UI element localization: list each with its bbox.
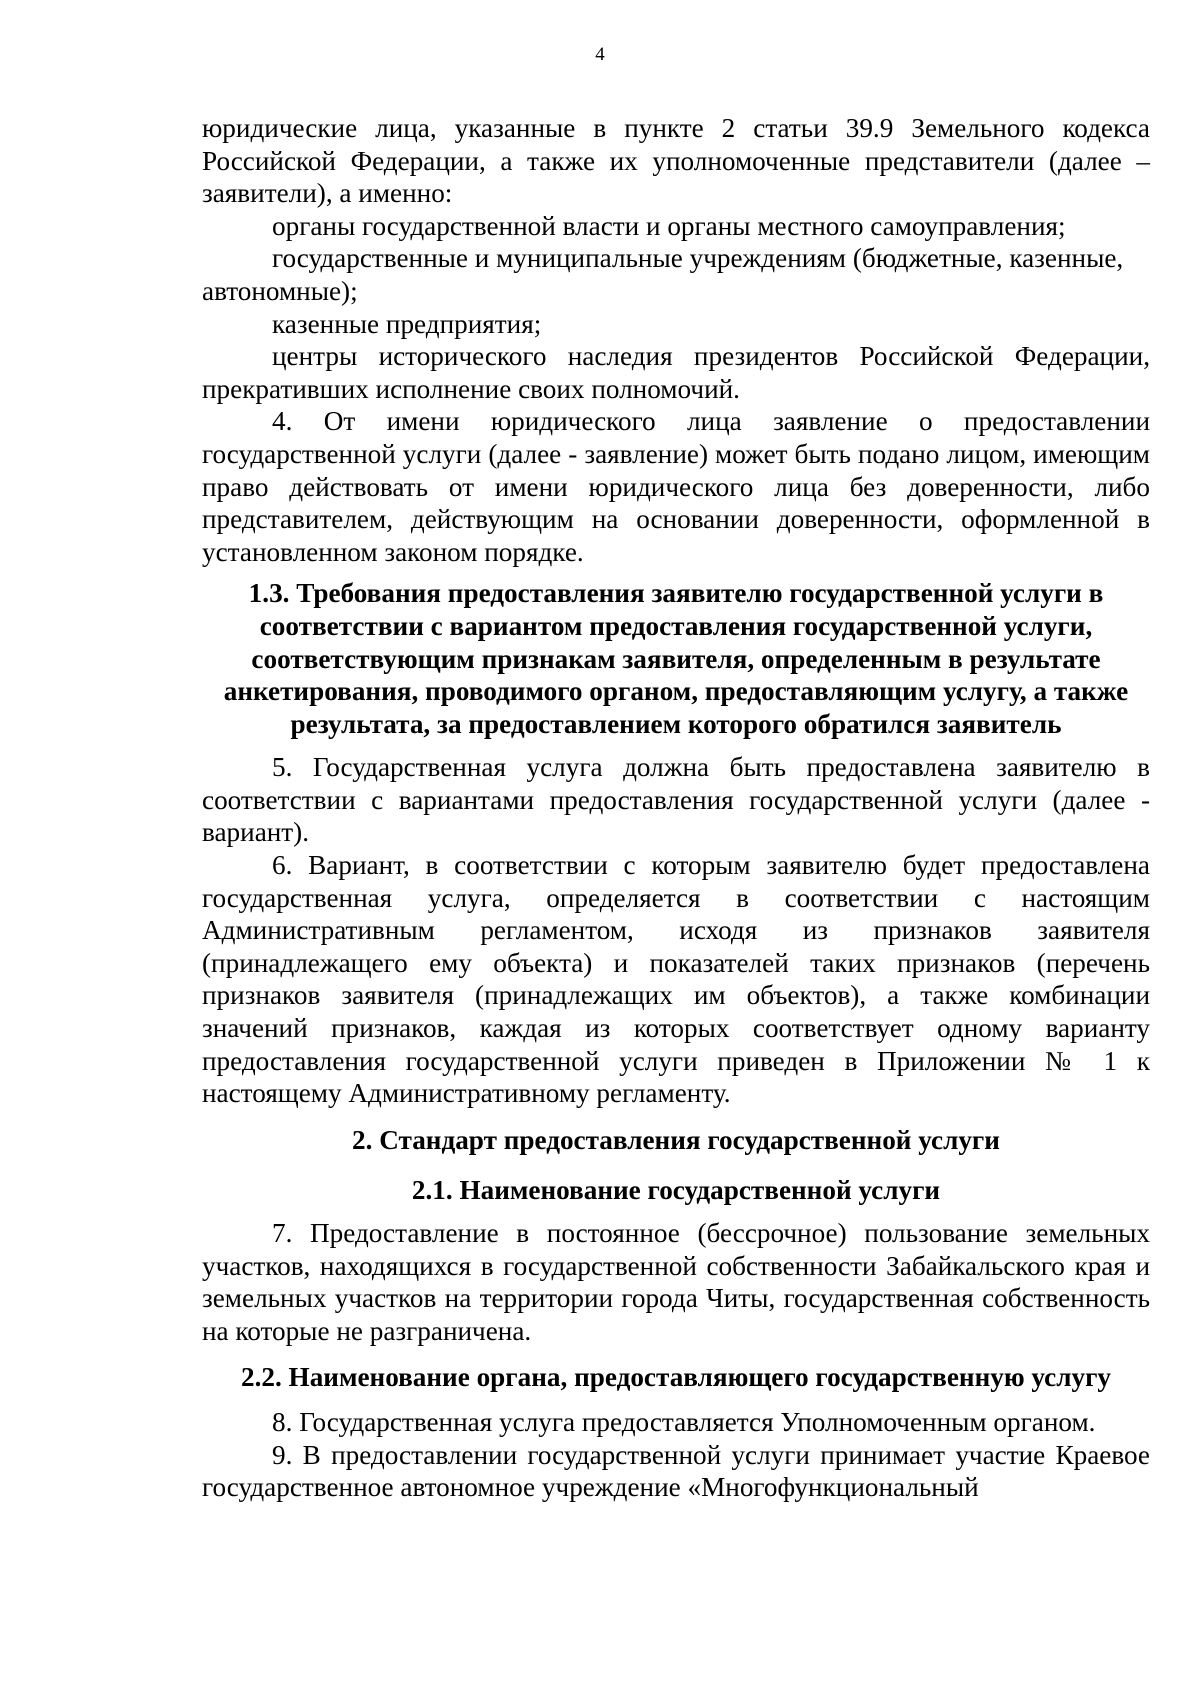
section-2-2-body bbox=[202, 1406, 1150, 1504]
page-number: 4 bbox=[595, 44, 605, 65]
paragraph: 5. Государственная услуга должна быть предоставлена заявителю в соответствии с вариантами предоставления государственной услуги (далее - вариант). bbox=[202, 752, 1150, 848]
paragraph: 4. От имени юридического лица заявление о предоставлении государственной услуги (далее - заявление) может быть подано лицом, имеющим право действовать от имени юридического лица без доверенности, либо представителем, действующим на основании доверенности, оформленной в установленном законом порядке. bbox=[202, 406, 1150, 567]
paragraph: 7. Предоставление в постоянное (бессрочное) пользование земельных участков, находящихся в государственной собственности Забайкальского края и земельных участков на территории города Читы, государственная собственность на которые не разграничена. bbox=[202, 1218, 1150, 1346]
paragraph: казенные предприятия; bbox=[272, 308, 542, 339]
section-1-3-body bbox=[202, 751, 1150, 1110]
paragraph: юридические лица, указанные в пункте 2 статьи 39.9 Земельного кодекса Российской Федерации, а также их уполномоченные представители (далее – заявители), а именно: bbox=[202, 113, 1150, 209]
section-heading-2: 2. Стандарт предоставления государственной услуги bbox=[352, 1124, 1000, 1155]
section-applicants bbox=[202, 112, 1150, 568]
paragraph: 9. В предоставлении государственной услуги принимает участие Краевое государственное автономное учреждение «Многофункциональный bbox=[202, 1439, 1150, 1503]
section-heading-2-1: 2.1. Наименование государственной услуги bbox=[411, 1175, 941, 1206]
paragraph: 8. Государственная услуга предоставляется Уполномоченным органом. bbox=[272, 1406, 1096, 1437]
paragraph: центры исторического наследия президентов Российской Федерации, прекративших исполнение своих полномочий. bbox=[202, 341, 1150, 404]
document-body bbox=[202, 112, 1150, 1504]
paragraph: государственные и муниципальные учреждениям (бюджетные, казенные, автономные); bbox=[202, 243, 1124, 306]
section-heading-1-3: 1.3. Требования предоставления заявителю государственной услуги в соответствии с вариантом предоставления государственной услуги, соответствующим признакам заявителя, определенным в результате анкетирования, проводимого органом, предоставляющим услугу, а также результата, за предоставлением которого обратился заявитель bbox=[223, 578, 1129, 739]
paragraph: органы государственной власти и органы местного самоуправления; bbox=[272, 210, 1066, 241]
paragraph: 6. Вариант, в соответствии с которым заявителю будет предоставлена государственная услуга, определяется в соответствии с настоящим Административным регламентом, исходя из признаков заявителя (принадлежащего ему объекта) и показателей таких признаков (перечень признаков заявителя (принадлежащих им объектов), а также комбинации значений признаков, каждая из которых соответствует одному варианту предоставления государственной услуги приведен в Приложении № 1 к настоящему Административному регламенту. bbox=[202, 850, 1150, 1109]
section-2-1-body bbox=[202, 1217, 1150, 1347]
section-heading-2-2: 2.2. Наименование органа, предоставляющего государственную услугу bbox=[240, 1362, 1112, 1393]
